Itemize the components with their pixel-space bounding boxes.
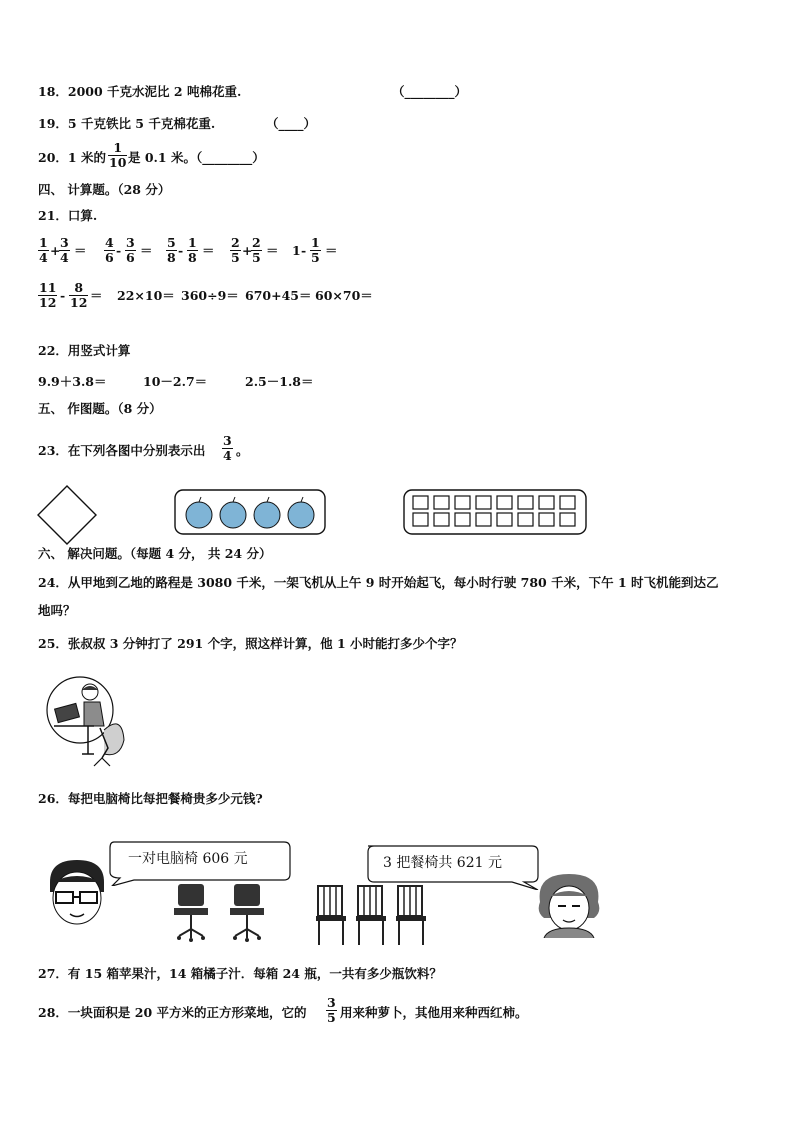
bubble-left-text: 一对电脑椅 606 元 [128,851,248,867]
operator: + [50,243,61,258]
grid-square [518,513,533,526]
q23-suffix: 。 [236,443,249,458]
apple-box-figure [174,489,326,535]
apple-icon [254,497,280,528]
q21-row1-expr-3-fraction-a [166,236,177,265]
equals-sign: ＝ [140,243,153,258]
fraction-denominator: 12 [70,295,88,310]
grid-cells [413,496,575,526]
apple-icon [288,497,314,528]
q21-row1-expr-4-fraction-b [251,236,262,265]
calc-item-text: 360÷9＝ [181,288,239,303]
grid-square [434,513,449,526]
fraction-denominator: 5 [252,250,261,265]
section6-title: 六、 解决问题。（每题 4 分， 共 24 分） [38,546,272,561]
operator: - [301,243,307,258]
equals-sign: ＝ [325,243,338,258]
grid-square [434,496,449,509]
q21-label: 21．口算. [38,208,98,223]
q19-text: 19．5 千克铁比 5 千克棉花重. [38,116,216,131]
q18-answer-paren: （________） [392,84,468,99]
q24-line1: 24．从甲地到乙地的路程是 3080 千米，一架飞机从上午 9 时开始起飞，每小时行驶 780 千米，下午 1 时飞机能到达乙 [38,575,719,590]
q21-row1-expr-5-operator [301,243,306,259]
q21-row1-expr-1-fraction-a [38,236,49,265]
apple-icon [186,497,212,528]
q20-fraction-numerator: 1 [108,141,127,156]
q21-row1-expr-3-operator [178,243,183,259]
fraction-numerator: 8 [69,281,88,296]
q28-fraction-numerator: 3 [327,995,336,1010]
q21-row1-expr-1-fraction-b [59,236,70,265]
q20-fraction [108,141,127,170]
q21-row1-expr-3-fraction-b [187,236,198,265]
q21-row1-expr-2-operator [116,243,121,259]
typist-illustration [44,670,130,770]
section5-title: 五、 作图题。（8 分） [38,401,162,416]
grid-square [455,513,470,526]
grid-box-figure [403,489,587,535]
q18-text: 18．2000 千克水泥比 2 吨棉花重. [38,84,242,99]
grid-square [518,496,533,509]
office-chairs-illustration [170,880,274,946]
fraction-numerator: 4 [105,235,114,250]
equals-sign: ＝ [74,243,87,258]
grid-square [476,513,491,526]
q23-fraction [222,434,233,463]
grid-square [455,496,470,509]
q21-row1-expr-2-fraction-b [125,236,136,265]
q21-row2-equals [90,288,103,304]
q28-suffix: 用来种萝卜，其他用来种西红柿。 [340,1005,528,1020]
grid-square [539,513,554,526]
q20-fraction-denominator: 10 [109,155,127,170]
calc-item-text: 60×70＝ [315,288,373,303]
q21-row1-expr-2-equals [140,243,153,259]
q21-row2-fraction-a [38,281,57,310]
grid-square [413,496,428,509]
q22-item-2: 10－2.7＝ [143,374,208,389]
q19-answer-paren: （____） [266,116,317,131]
grid-square [497,513,512,526]
q21-row1-expr-3-equals [202,243,215,259]
fraction-numerator: 1 [39,235,48,250]
q22-label: 22．用竖式计算 [38,343,131,358]
whole-number: 1 [292,243,301,258]
equals-sign: ＝ [202,243,215,258]
grid-square [560,513,575,526]
q21-row2-item-2 [181,288,239,304]
grid-square [539,496,554,509]
operator: - [178,243,184,258]
grid-square [413,513,428,526]
fraction-denominator: 5 [311,250,320,265]
q20-suffix: 是 0.1 米。（________） [128,150,265,165]
q22-item-1: 9.9＋3.8＝ [38,374,107,389]
dining-chairs-illustration [314,884,430,950]
q21-row1-expr-4-equals [266,243,279,259]
q21-row2-item-4 [315,288,373,304]
fraction-numerator: 2 [252,235,261,250]
grid-square [560,496,575,509]
man-face-illustration [44,858,110,930]
calc-item-text: 670+45＝ [245,288,312,303]
fraction-numerator: 11 [39,280,57,295]
fraction-numerator: 1 [188,235,197,250]
operator: - [116,243,122,258]
q21-row2-item-3 [245,288,311,304]
operator: - [60,288,66,303]
q21-row1-expr-2-fraction-a [104,236,115,265]
fraction-numerator: 2 [231,235,240,250]
fraction-numerator: 3 [60,235,69,250]
q21-row2-fraction-b [69,281,88,310]
equals-sign: ＝ [266,243,279,258]
q28-fraction [326,996,337,1025]
fraction-denominator: 12 [39,295,57,310]
fraction-denominator: 8 [167,250,176,265]
equals-sign: ＝ [90,288,103,303]
q24-line2: 地吗？ [38,603,76,618]
q28-prefix: 28．一块面积是 20 平方米的正方形菜地，它的 [38,1005,307,1020]
fraction-numerator: 5 [167,235,176,250]
q21-row1-expr-5-equals [325,243,338,259]
q21-row2-operator [60,288,65,304]
q23-fraction-denominator: 4 [223,448,232,463]
q27-text: 27．有 15 箱苹果汁，14 箱橘子汁．每箱 24 瓶，一共有多少瓶饮料？ [38,966,442,981]
bubble-right-text: 3 把餐椅共 621 元 [383,855,502,871]
fraction-denominator: 5 [231,250,240,265]
diamond-figure [36,484,98,546]
q21-row2-item-1 [117,288,175,304]
q22-item-3: 2.5－1.8＝ [245,374,314,389]
apple-icon [220,497,246,528]
woman-face-illustration [534,872,604,938]
fraction-denominator: 4 [60,250,69,265]
q21-row1-expr-4-fraction-a [230,236,241,265]
q21-row1-expr-5-whole-a [292,243,301,259]
q25-text: 25．张叔叔 3 分钟打了 291 个字，照这样计算，他 1 小时能打多少个字？ [38,636,463,651]
fraction-denominator: 6 [126,250,135,265]
q21-row1-expr-1-equals [74,243,87,259]
q21-row1-expr-5-fraction-b [310,236,321,265]
fraction-denominator: 6 [105,250,114,265]
section4-title: 四、 计算题。（28 分） [38,182,171,197]
q20-prefix: 20．1 米的 [38,150,106,165]
fraction-denominator: 4 [39,250,48,265]
fraction-numerator: 3 [126,235,135,250]
q23-fraction-numerator: 3 [223,433,232,448]
q26-text: 26．每把电脑椅比每把餐椅贵多少元钱? [38,791,263,806]
grid-square [476,496,491,509]
calc-item-text: 22×10＝ [117,288,175,303]
operator: + [242,243,253,258]
fraction-numerator: 1 [311,235,320,250]
grid-square [497,496,512,509]
q23-prefix: 23．在下列各图中分别表示出 [38,443,206,458]
q28-fraction-denominator: 5 [327,1010,336,1025]
fraction-denominator: 8 [188,250,197,265]
